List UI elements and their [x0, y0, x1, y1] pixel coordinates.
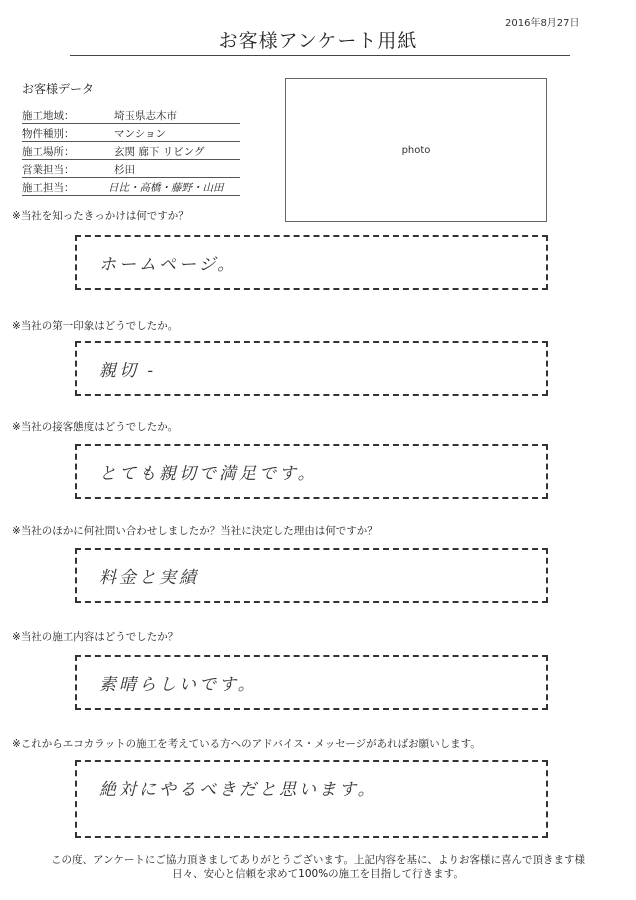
answer-6: 絶対にやるべきだと思います。	[99, 780, 378, 800]
answer-4: 料金と実績	[99, 568, 199, 588]
row-label: 営業担当：	[22, 164, 75, 176]
answer-box-4	[75, 548, 548, 603]
page-title: お客様アンケート用紙	[218, 30, 418, 52]
customer-data-label: お客様データ	[22, 82, 95, 96]
customer-row-location	[22, 142, 240, 160]
row-label: 施工地域：	[22, 110, 75, 122]
customer-row-sales-rep	[22, 160, 240, 178]
row-value: マンション	[114, 128, 167, 140]
answer-1: ホームページ。	[99, 255, 238, 275]
question-1: ※当社を知ったきっかけは何ですか？	[12, 210, 189, 222]
answer-box-6	[75, 760, 548, 838]
row-value: 埼玉県志木市	[114, 110, 177, 122]
question-6: ※これからエコカラットの施工を考えている方へのアドバイス・メッセージがあればお願いします。	[12, 738, 481, 750]
row-label: 物件種別：	[22, 128, 75, 140]
question-2: ※当社の第一印象はどうでしたか。	[12, 320, 179, 332]
question-3: ※当社の接客態度はどうでしたか。	[12, 421, 179, 433]
answer-box-2	[75, 341, 548, 396]
survey-date: 2016年8月27日	[505, 18, 580, 29]
row-value: 日比・高橋・藤野・山田	[108, 182, 224, 194]
photo-label: photo	[401, 145, 431, 156]
answer-3: とても親切で満足です。	[99, 464, 318, 484]
footer-line-1: この度、アンケートにご協力頂きましてありがとうございます。上記内容を基に、よりお客様に喜んで頂きます様	[50, 854, 586, 866]
row-value: 杉田	[114, 164, 135, 176]
row-label: 施工担当：	[22, 182, 75, 194]
row-value: 玄関 廊下 リビング	[114, 146, 205, 158]
answer-5: 素晴らしいです。	[99, 675, 258, 695]
customer-row-area	[22, 106, 240, 124]
footer-line-2: 日々、安心と信頼を求めて100%の施工を目指して行きます。	[172, 868, 464, 880]
question-5: ※当社の施工内容はどうでしたか？	[12, 631, 179, 643]
title-underline	[70, 55, 570, 56]
answer-box-3	[75, 444, 548, 499]
answer-2: 親切 -	[99, 361, 157, 381]
customer-row-property-type	[22, 124, 240, 142]
answer-box-5	[75, 655, 548, 710]
customer-row-installer	[22, 178, 240, 196]
question-4: ※当社のほかに何社問い合わせしましたか？当社に決定した理由は何ですか？	[12, 525, 378, 537]
answer-box-1	[75, 235, 548, 290]
row-label: 施工場所：	[22, 146, 75, 158]
photo-placeholder	[285, 78, 547, 222]
